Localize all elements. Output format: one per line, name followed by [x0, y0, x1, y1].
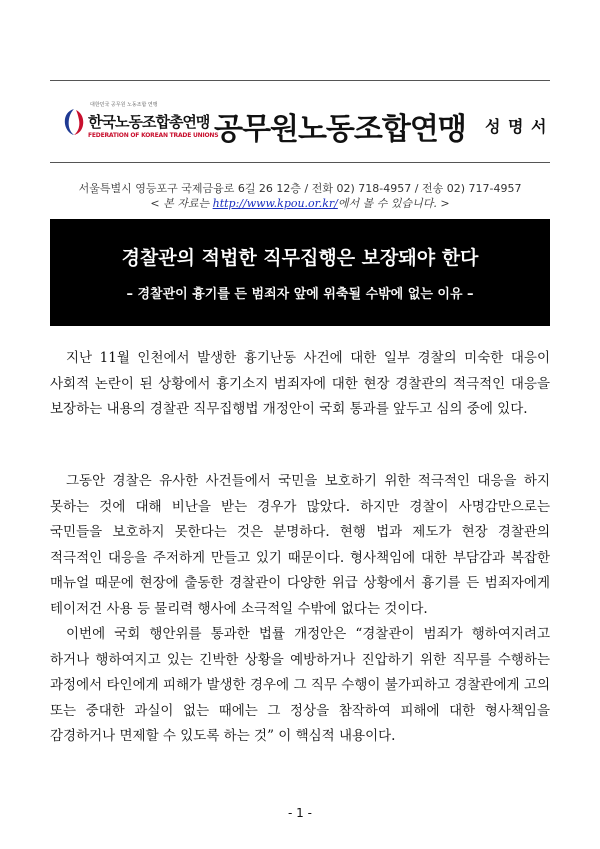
- contact-address: 서울특별시 영등포구 국제금융로 6길 26 12층 / 전화 02) 718-4957 / 전송 02) 717-4957: [78, 182, 522, 195]
- logo-name: 한국노동조합총연맹: [88, 113, 210, 131]
- notice-suffix: 에서 볼 수 있습니다. >: [337, 197, 450, 210]
- logo-english-name: FEDERATION OF KOREAN TRADE UNIONS: [88, 132, 219, 139]
- title-banner: [50, 219, 550, 326]
- logo-tagline: 대한민국 공무원 노동조합 연맹: [90, 102, 158, 108]
- web-notice: [0, 195, 600, 211]
- document-type: 성 명 서: [485, 117, 548, 136]
- website-link[interactable]: http://www.kpou.or.kr/: [212, 197, 338, 210]
- statement-subtitle: – 경찰관이 흉기를 든 범죄자 앞에 위축될 수밖에 없는 이유 –: [126, 287, 474, 302]
- top-rule: [50, 80, 550, 81]
- federation-logo: [62, 99, 219, 149]
- header-divider: [50, 162, 550, 163]
- statement-title: 경찰관의 적법한 직무집행은 보장돼야 한다: [121, 247, 479, 269]
- body-paragraph-2: 그동안 경찰은 유사한 사건들에서 국민을 보호하기 위한 적극적인 대응을 하지 못하는 것에 대해 비난을 받는 경우가 많았다. 하지만 경찰이 사명감만으로는 국민들을 보호하지 못한다는 것은 분명하다. 현행 법과 제도가 현장 경찰관의 적극적인 대응을 주저하게 만들고 있기 때문이다. 형사책임에 대한 부담감과 복잡한 매뉴얼 때문에 현장에 출동한 경찰관이 다양한 위급 상황에서 흉기를 든 범죄자에게 테이저건 사용 등 물리력 행사에 소극적일 수밖에 없다는 것이다.: [50, 473, 550, 617]
- federation-emblem-icon: [62, 107, 86, 137]
- body-paragraph-1: 지난 11월 인천에서 발생한 흉기난동 사건에 대한 일부 경찰의 미숙한 대응이 사회적 논란이 된 상황에서 흉기소지 범죄자에 대한 현장 경찰관의 적극적인 대응을 보장하는 내용의 경찰관 직무집행법 개정안이 국회 통과를 앞두고 심의 중에 있다.: [50, 350, 550, 418]
- page-number: - 1 -: [288, 806, 312, 820]
- notice-prefix: < 본 자료는: [150, 197, 213, 210]
- org-title: 공무원노동조합연맹: [214, 112, 466, 147]
- body-paragraph-3: 이번에 국회 행안위를 통과한 법률 개정안은 “경찰관이 범죄가 행하여지려고 하거나 행하여지고 있는 긴박한 상황을 예방하거나 진압하기 위한 직무를 수행하는 과정에서 타인에게 피해가 발생한 경우에 그 직무 수행이 불가피하고 경찰관에게 고의 또는 중대한 과실이 없는 때에는 그 정상을 참작하여 피해에 대한 형사책임을 감경하거나 면제할 수 있도록 하는 것” 이 핵심적 내용이다.: [50, 626, 550, 745]
